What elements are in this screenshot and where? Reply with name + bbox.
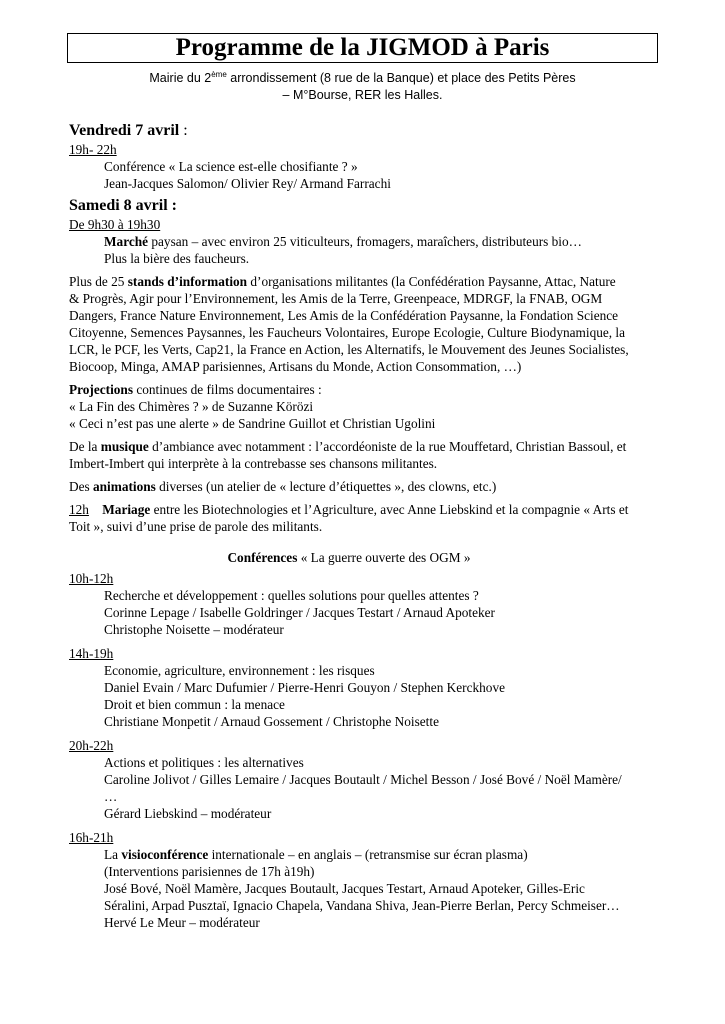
saturday-section: [69, 196, 629, 535]
conferences-title: « La guerre ouverte des OGM »: [297, 550, 471, 565]
session-line: Recherche et développement : quelles solutions pour quelles attentes ?: [104, 588, 479, 603]
film-item: « La Fin des Chimères ? » de Suzanne Körözi: [69, 399, 314, 414]
music-text: d’ambiance avec notamment : l’accordéoniste de la rue Mouffetard, Christian Bassoul, et Imbert-Imbert qui interprète à la contrebasse ses chansons militantes.: [69, 439, 627, 471]
animations-label: animations: [93, 479, 156, 494]
session-line: Caroline Jolivot / Gilles Lemaire / Jacques Boutault / Michel Besson / José Bové / Noël Mamère/ …: [104, 772, 622, 804]
mariage-time: 12h: [69, 502, 89, 517]
session-time: 10h-12h: [69, 571, 114, 586]
venue-text: Mairie du 2: [149, 71, 212, 85]
saturday-heading: Samedi 8 avril :: [69, 197, 177, 214]
venue-line-1: [67, 70, 658, 87]
projections-label: Projections: [69, 382, 134, 397]
venue-superscript: ème: [211, 70, 227, 79]
visio-line: José Bové, Noël Mamère, Jacques Boutault, Jacques Testart, Arnaud Apoteker, Gilles-Eric Séralini, Arpad Pusztaï, Ignacio Chapela, Vandana Shiva, Jean-Pierre Berlan, Percy Schmeiser…: [104, 881, 620, 913]
film-item: « Ceci n’est pas une alerte » de Sandrine Guillot et Christian Ugolini: [69, 416, 436, 431]
projections-text: continues de films documentaires :: [133, 382, 322, 397]
animations-paragraph: [69, 478, 629, 495]
session-time: 14h-19h: [69, 646, 114, 661]
session-block: [69, 645, 629, 730]
friday-line: Jean-Jacques Salomon/ Olivier Rey/ Armand Farrachi: [104, 176, 391, 191]
friday-line: Conférence « La science est-elle chosifiante ? »: [104, 159, 358, 174]
stands-label: stands d’information: [127, 274, 248, 289]
stands-paragraph: [69, 273, 629, 375]
conferences-section: [69, 549, 629, 931]
day-colon: :: [179, 122, 188, 139]
visio-pre: La: [104, 847, 122, 862]
friday-time: 19h- 22h: [69, 142, 117, 157]
venue-text: arrondissement (8 rue de la Banque) et place des Petits Pères: [226, 71, 576, 85]
session-block: [69, 737, 629, 822]
friday-heading: [69, 121, 629, 141]
music-label: musique: [100, 439, 149, 454]
session-line: Droit et bien commun : la menace: [104, 697, 285, 712]
conferences-label: Conférences: [227, 550, 298, 565]
venue-line-2: – M°Bourse, RER les Halles.: [282, 88, 443, 102]
mariage-paragraph: [69, 501, 629, 535]
market-line: [69, 233, 629, 250]
music-pre: De la: [69, 439, 101, 454]
stands-text: d’organisations militantes (la Confédération Paysanne, Attac, Nature & Progrès, Agir pour l’Environnement, les Amis de la Terre, Greenpeace, MDRGF, la FNAB, OGM Dangers, France Nature Environnement, Les Amis de la Confédération Paysanne, la Fondation Science Citoyenne, Semences Paysannes, les Faucheurs Volontaires, Europe Ecologie, Culture Biodynamique, la LCR, le PCF, les Verts, Cap21, la France en Action, les Alternatifs, le Mouvement des Jeunes Socialistes, Biocoop, Minga, AMAP parisiennes, Artisans du Monde, Action Consommation, …): [69, 274, 629, 374]
animations-text: diverses (un atelier de « lecture d’étiquettes », des clowns, etc.): [155, 479, 497, 494]
visio-block: [69, 829, 629, 931]
saturday-time: De 9h30 à 19h30: [69, 217, 161, 232]
session-line: Christiane Monpetit / Arnaud Gossement / Christophe Noisette: [104, 714, 439, 729]
market-text: paysan – avec environ 25 viticulteurs, fromagers, maraîchers, distributeurs bio…: [148, 234, 582, 249]
mariage-label: Mariage: [102, 502, 151, 517]
projections-heading: [69, 381, 629, 398]
market-line-2: Plus la bière des faucheurs.: [104, 251, 250, 266]
market-label: Marché: [104, 234, 149, 249]
stands-pre: Plus de 25: [69, 274, 128, 289]
animations-pre: Des: [69, 479, 94, 494]
session-line: Daniel Evain / Marc Dufumier / Pierre-Henri Gouyon / Stephen Kerckhove: [104, 680, 505, 695]
session-line: Corinne Lepage / Isabelle Goldringer / Jacques Testart / Arnaud Apoteker: [104, 605, 495, 620]
session-time: 20h-22h: [69, 738, 114, 753]
programme-content: [69, 121, 629, 931]
conferences-heading: [69, 549, 629, 566]
visio-line: Hervé Le Meur – modérateur: [104, 915, 260, 930]
friday-section: [69, 121, 629, 192]
session-block: [69, 570, 629, 638]
visio-time: 16h-21h: [69, 830, 114, 845]
visio-line: (Interventions parisiennes de 17h à19h): [104, 864, 315, 879]
page-title: Programme de la JIGMOD à Paris: [67, 33, 658, 63]
visio-heading: [69, 846, 629, 863]
projections-paragraph: [69, 381, 629, 432]
session-line: Economie, agriculture, environnement : les risques: [104, 663, 375, 678]
visio-label: visioconférence: [121, 847, 209, 862]
visio-text: internationale – en anglais – (retransmise sur écran plasma): [208, 847, 528, 862]
session-line: Christophe Noisette – modérateur: [104, 622, 284, 637]
venue-subtitle: [67, 70, 658, 104]
music-paragraph: [69, 438, 629, 472]
session-line: Gérard Liebskind – modérateur: [104, 806, 272, 821]
mariage-text: entre les Biotechnologies et l’Agriculture, avec Anne Liebskind et la compagnie « Arts et Toit », suivi d’une prise de parole des militants.: [69, 502, 629, 534]
day-label: Vendredi 7 avril: [69, 122, 180, 139]
session-line: Actions et politiques : les alternatives: [104, 755, 304, 770]
